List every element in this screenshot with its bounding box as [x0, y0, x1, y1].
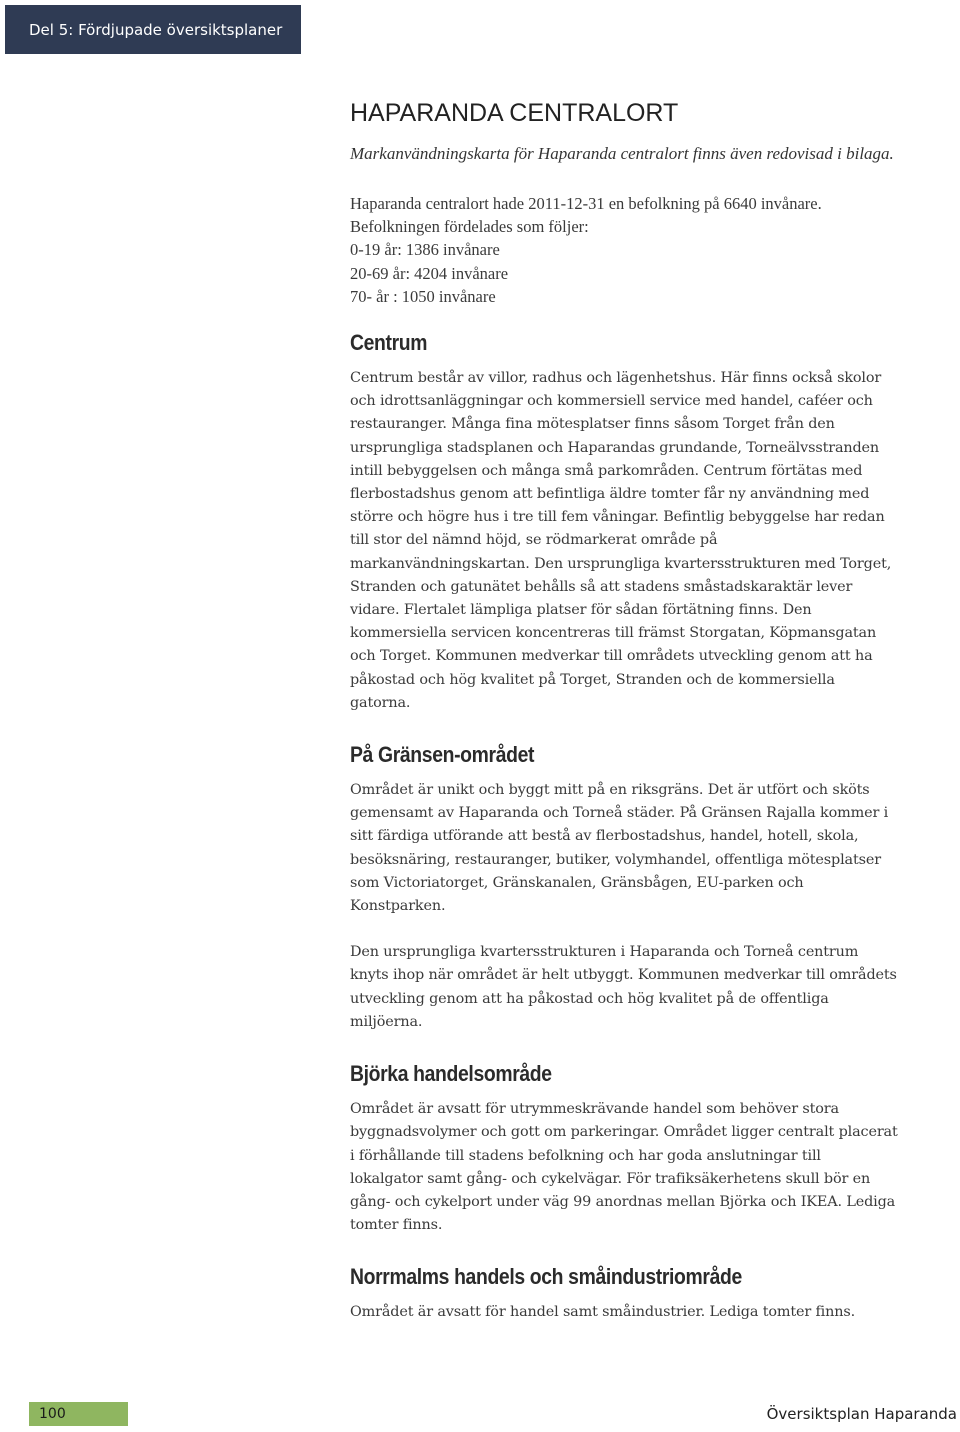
- document-title: Översiktsplan Haparanda: [766, 1405, 957, 1423]
- population-line: 20-69 år: 4204 invånare: [350, 263, 509, 283]
- section-heading-pa-gransen: På Gränsen-området: [350, 742, 535, 768]
- population-line: 0-19 år: 1386 invånare: [350, 240, 500, 260]
- chapter-tab-label: Del 5: Fördjupade översiktsplaner: [29, 20, 283, 39]
- section-heading-norrmalm: Norrmalms handels och småindustriområde: [350, 1264, 742, 1290]
- population-line: 70- år : 1050 invånare: [350, 286, 496, 306]
- page-number: 100: [39, 1406, 66, 1422]
- section-paragraph: Centrum består av villor, radhus och lägenhetshus. Här finns också skolor och idrottsanläggningar och kommersiell service med handel, caféer och restauranger. Många fina mötesplatser finns såsom Torget från den ursprungliga stadsplanen och Haparandas grundande, Torneälvsstranden intill bebyggelsen och många små parkområden. Centrum förtätas med flerbostadshus genom att befintliga äldre tomter får ny användning med större och högre hus i tre till fem våningar. Befintlig bebyggelse har redan till stor del nämnd höjd, se rödmarkerat område på markanvändningskartan. Den ursprungliga kvartersstrukturen med Torget, Stranden och gatunätet behålls så att stadens småstadskaraktär lever vidare. Flertalet lämpliga platser för sådan förtätning finns. Den kommersiella servicen koncentreras till främst Storgatan, Köpmansgatan och Torget. Kommunen medverkar till områdets utveckling genom att ha påkostad och hög kvalitet på Torget, Stranden och de kommersiella gatorna.: [350, 370, 892, 711]
- page-number-box: [29, 1402, 128, 1426]
- chapter-tab: [5, 5, 301, 54]
- intro-note: Markanvändningskarta för Haparanda centralort finns även redovisad i bilaga.: [350, 144, 894, 163]
- section-paragraph: Området är avsatt för utrymmeskrävande handel som behöver stora byggnadsvolymer och gott om parkeringar. Området ligger centralt placerat i förhållande till stadens befolkning och har goda anslutningar till lokalgator samt gång- och cykelvägar. För trafiksäkerhetens skull bör en gång- och cykelport under väg 99 anordnas mellan Björka och IKEA. Lediga tomter finns.: [350, 1101, 898, 1234]
- population-line: Haparanda centralort hade 2011-12-31 en befolkning på 6640 invånare.: [350, 194, 822, 213]
- section-paragraph: Området är unikt och byggt mitt på en riksgräns. Det är utfört och sköts gemensamt av Haparanda och Torneå städer. På Gränsen Rajalla kommer i sitt färdiga utförande att bestå av flerbostadshus, handel, hotell, skola, besöksnäring, restauranger, butiker, volymhandel, offentliga mötesplatser som Victoriatorget, Gränskanalen, Gränsbågen, EU-parken och Konstparken.: [350, 782, 889, 915]
- section-heading-bjorka: Björka handelsområde: [350, 1061, 552, 1087]
- page-title: HAPARANDA CENTRALORT: [350, 99, 679, 127]
- main-content: [350, 96, 898, 1325]
- section-paragraph: Den ursprungliga kvartersstrukturen i Haparanda och Torneå centrum knyts ihop när området är helt utbyggt. Kommunen medverkar till områdets utveckling genom att ha påkostad och hög kvalitet på de offentliga miljöerna.: [350, 944, 897, 1030]
- population-line: Befolkningen fördelades som följer:: [350, 217, 589, 237]
- section-heading-centrum: Centrum: [350, 330, 428, 356]
- population-stats: [350, 192, 898, 308]
- section-paragraph: Området är avsatt för handel samt småindustrier. Lediga tomter finns.: [350, 1304, 856, 1321]
